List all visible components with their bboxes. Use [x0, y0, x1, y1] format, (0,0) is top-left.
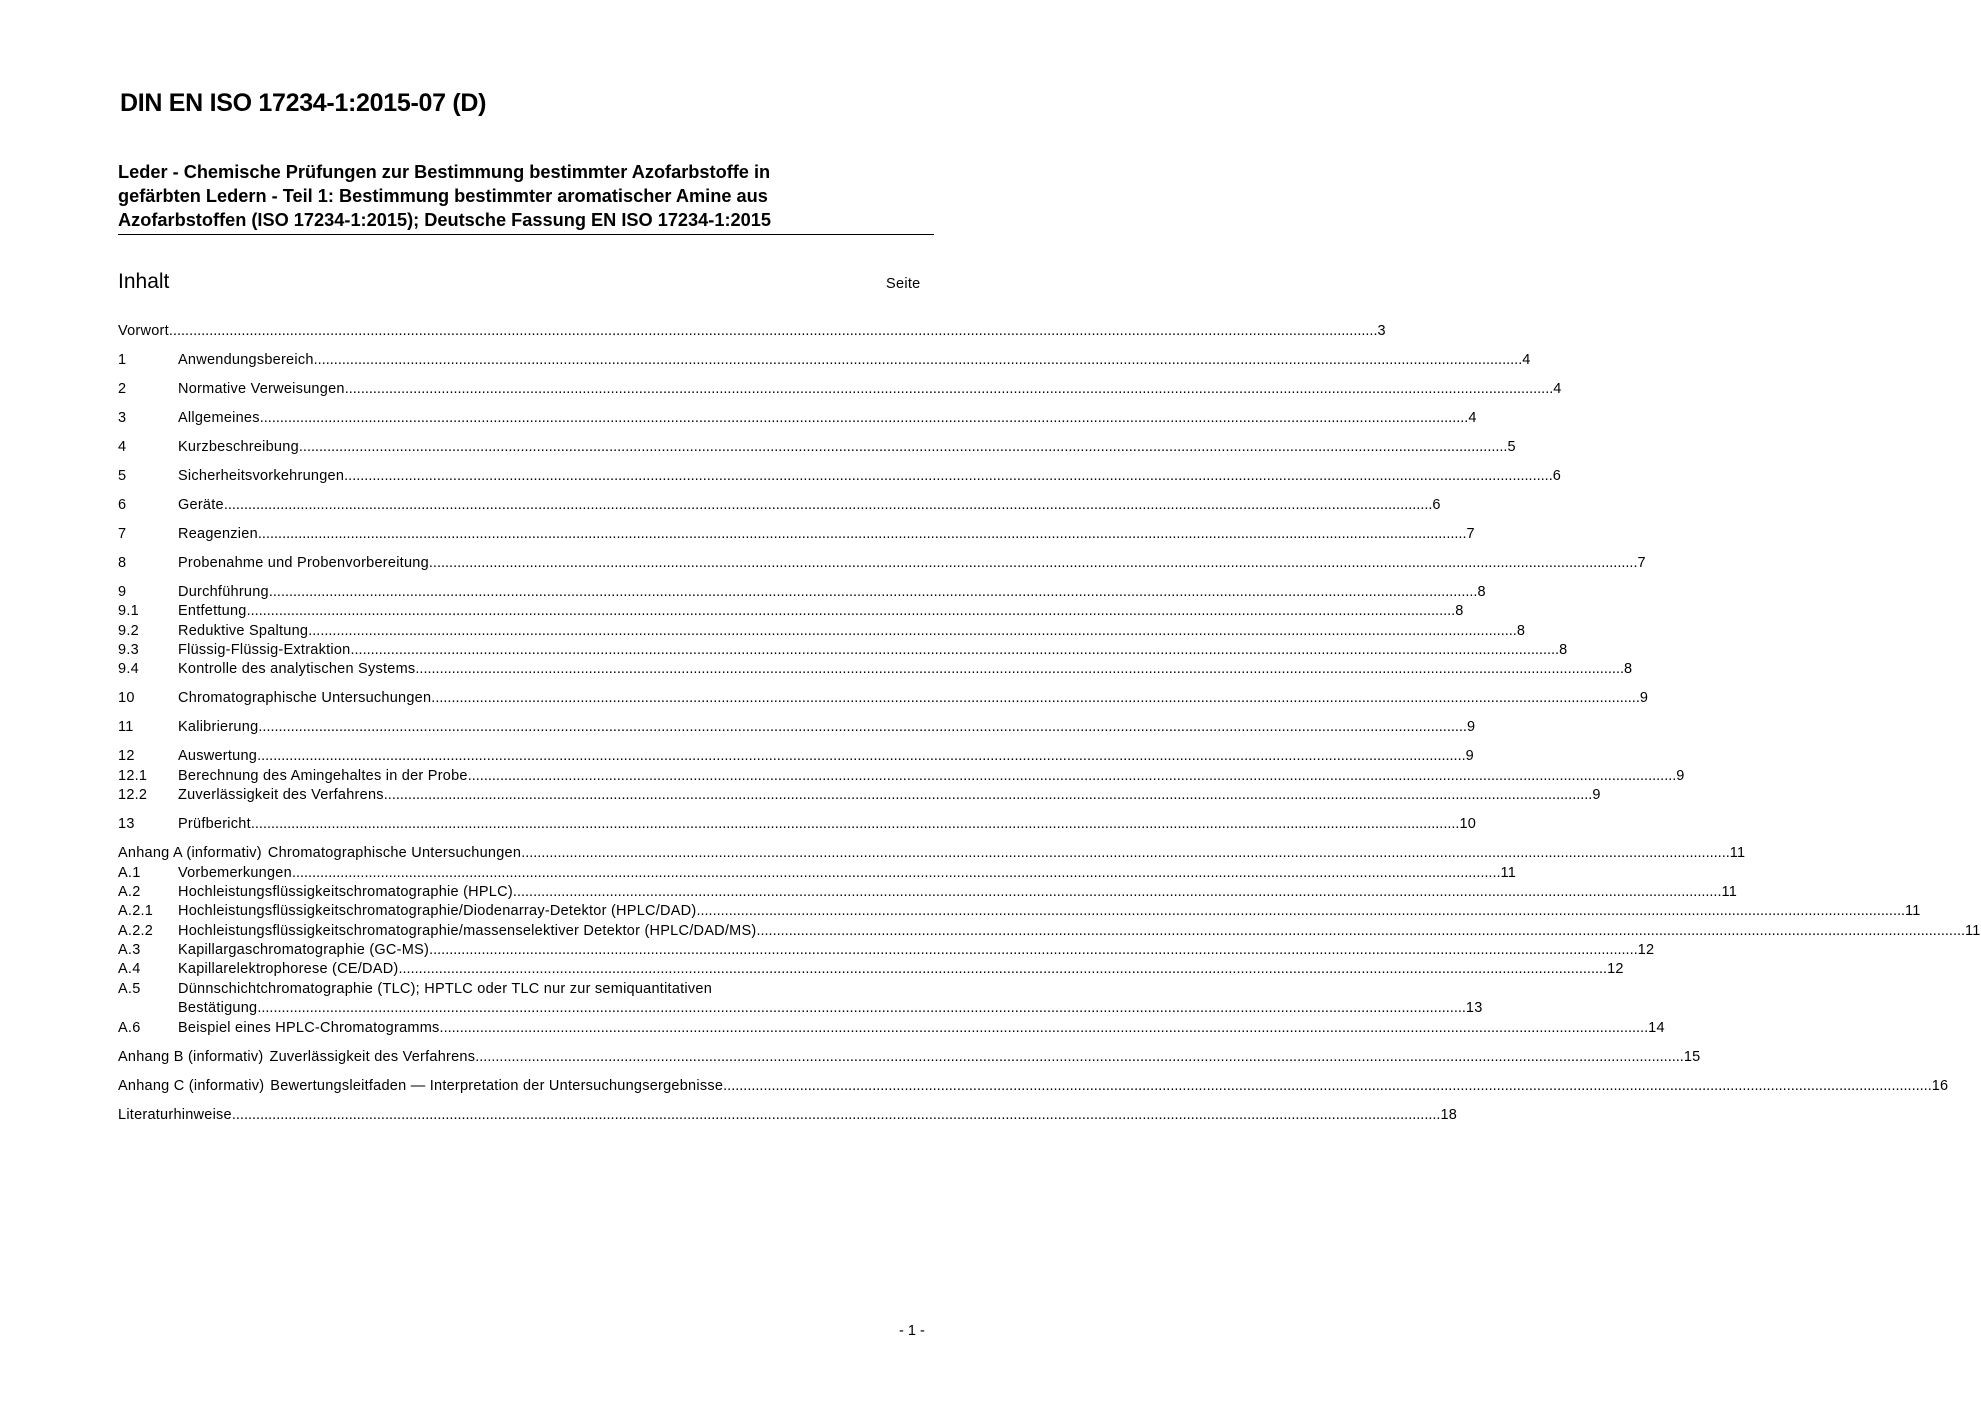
toc-page-number: 12: [1637, 942, 1655, 959]
toc-entry[interactable]: [118, 815, 1477, 834]
toc-page-column-label: Seite: [886, 276, 921, 292]
toc-entry-title: Prüfbericht: [178, 816, 251, 833]
toc-entry-title: Dünnschichtchromatographie (TLC); HPTLC oder TLC nur zur semiquantitativen: [178, 980, 713, 997]
toc-dot-leader: ............................................................................................................................................................................................................................................................................................................: [291, 864, 1501, 881]
toc-dot-leader: ............................................................................................................................................................................................................................................................................................................: [696, 903, 1906, 920]
toc-dot-leader: ............................................................................................................................................................................................................................................................................................................: [415, 661, 1624, 678]
toc-annex-label: Anhang B (informativ): [118, 1048, 264, 1065]
toc-dot-leader: ............................................................................................................................................................................................................................................................................................................: [344, 380, 1554, 397]
toc-entry-number: 11: [118, 719, 134, 736]
toc-entry-title: Vorwort: [118, 323, 169, 339]
toc-entry-title: Normative Verweisungen: [178, 380, 345, 397]
toc-entry-title: Hochleistungsflüssigkeitschromatographie (HPLC): [178, 883, 513, 900]
toc-entry[interactable]: [118, 718, 1476, 737]
table-of-contents: [118, 322, 1981, 1125]
toc-entry[interactable]: [118, 1077, 1949, 1096]
toc-entry-number: 3: [118, 409, 127, 426]
toc-entry-number: 12: [118, 748, 135, 765]
toc-page-number: 13: [1465, 1000, 1483, 1017]
toc-page-number: 7: [1637, 554, 1646, 571]
toc-entry-title: Hochleistungsflüssigkeitschromatographie/Diodenarray-Detektor (HPLC/DAD): [178, 903, 697, 920]
toc-entry[interactable]: [118, 689, 1649, 708]
document-title: DIN EN ISO 17234-1:2015-07 (D): [120, 89, 487, 117]
toc-entry-title: Reagenzien: [178, 525, 258, 542]
toc-entry-title: Sicherheitsvorkehrungen: [178, 467, 345, 484]
toc-heading: Inhalt: [118, 270, 170, 293]
toc-entry[interactable]: [118, 902, 1921, 921]
toc-entry-title: Durchführung: [178, 583, 269, 600]
toc-dot-leader: ............................................................................................................................................................................................................................................................................................................: [257, 525, 1467, 542]
toc-entry-title: Bewertungsleitfaden — Interpretation der Untersuchungsergebnisse: [270, 1077, 724, 1094]
toc-entry-number: 5: [118, 467, 127, 484]
page-number: - 1 -: [899, 1323, 925, 1339]
toc-entry-number: 4: [118, 438, 127, 455]
toc-dot-leader: ............................................................................................................................................................................................................................................................................................................: [383, 787, 1593, 804]
toc-page-number: 9: [1592, 787, 1601, 804]
toc-entry[interactable]: [118, 767, 1685, 786]
toc-page-number: 11: [1965, 922, 1981, 939]
toc-entry-title: Kapillargaschromatographie (GC-MS): [178, 942, 430, 959]
toc-entry-title: Kontrolle des analytischen Systems: [178, 661, 416, 678]
toc-entry[interactable]: [118, 922, 1981, 941]
toc-entry-title: Zuverlässigkeit des Verfahrens: [178, 787, 384, 804]
toc-entry-title: Berechnung des Amingehaltes in der Probe: [178, 767, 468, 784]
toc-entry-title: Vorbemerkungen: [178, 864, 292, 881]
toc-dot-leader: ............................................................................................................................................................................................................................................................................................................: [308, 622, 1517, 639]
toc-entry[interactable]: [118, 999, 1483, 1018]
toc-entry-title: Allgemeines: [178, 409, 260, 426]
toc-entry-number: 9.1: [118, 603, 139, 620]
subtitle-line: gefärbten Ledern - Teil 1: Bestimmung bestimmter aromatischer Amine aus: [118, 186, 768, 206]
toc-page-number: 9: [1465, 748, 1474, 765]
toc-dot-leader: ............................................................................................................................................................................................................................................................................................................: [246, 603, 1456, 620]
toc-dot-leader: ............................................................................................................................................................................................................................................................................................................: [429, 942, 1638, 959]
toc-entry[interactable]: [118, 1106, 1458, 1125]
toc-entry-title: Flüssig-Flüssig-Extraktion: [178, 642, 351, 659]
toc-entry-number: 7: [118, 525, 127, 542]
toc-entry[interactable]: [118, 883, 1738, 902]
toc-dot-leader: ............................................................................................................................................................................................................................................................................................................: [250, 816, 1460, 833]
toc-entry-title: Beispiel eines HPLC-Chromatogramms: [178, 1019, 440, 1036]
toc-entry-number: A.2.2: [118, 922, 154, 939]
toc-page-number: 6: [1432, 496, 1441, 513]
toc-entry-title: Kalibrierung: [178, 719, 259, 736]
toc-entry-title: Auswertung: [178, 748, 258, 765]
toc-entry[interactable]: [118, 496, 1441, 515]
toc-entry[interactable]: [118, 438, 1516, 457]
toc-entry[interactable]: [118, 602, 1464, 621]
toc-dot-leader: ............................................................................................................................................................................................................................................................................................................: [439, 1019, 1649, 1036]
toc-entry[interactable]: [118, 980, 932, 999]
toc-page-number: 6: [1552, 467, 1562, 484]
toc-entry-number: 12.2: [118, 787, 148, 804]
toc-page-number: 16: [1931, 1077, 1949, 1094]
toc-entry[interactable]: [118, 322, 1386, 341]
toc-page-number: 8: [1455, 603, 1464, 620]
toc-entry[interactable]: [118, 864, 1517, 883]
toc-dot-leader: ............................................................................................................................................................................................................................................................................................................: [344, 467, 1553, 484]
toc-dot-leader: ............................................................................................................................................................................................................................................................................................................: [512, 883, 1722, 900]
toc-page-number: 4: [1553, 380, 1562, 397]
toc-page-number: 8: [1559, 642, 1568, 659]
toc-entry-number: 12.1: [118, 767, 148, 784]
toc-page-number: 8: [1477, 583, 1486, 600]
toc-page-number: 11: [1729, 845, 1746, 862]
toc-dot-leader: ............................................................................................................................................................................................................................................................................................................: [298, 438, 1508, 455]
toc-entry[interactable]: [118, 747, 1474, 766]
toc-dot-leader: ............................................................................................................................................................................................................................................................................................................: [268, 583, 1478, 600]
toc-dot-leader: ............................................................................................................................................................................................................................................................................................................: [257, 1000, 1466, 1017]
toc-entry[interactable]: [118, 583, 1486, 602]
toc-entry-number: 9.2: [118, 622, 139, 639]
toc-page-number: 8: [1623, 661, 1633, 678]
toc-entry[interactable]: [118, 1048, 1701, 1067]
toc-entry-number: A.2.1: [118, 903, 154, 920]
toc-entry-number: 13: [118, 816, 135, 833]
toc-dot-leader: ............................................................................................................................................................................................................................................................................................................: [168, 323, 1378, 339]
toc-entry-number: 2: [118, 380, 127, 397]
toc-annex-label: Anhang A (informativ): [118, 845, 262, 862]
toc-page-number: 9: [1639, 690, 1649, 707]
toc-page-number: 12: [1607, 961, 1624, 978]
toc-entry-number: 6: [118, 496, 127, 513]
toc-dot-leader: ............................................................................................................................................................................................................................................................................................................: [257, 748, 1466, 765]
toc-entry[interactable]: [118, 844, 1746, 863]
toc-entry[interactable]: [118, 622, 1526, 641]
subtitle-line: Azofarbstoffen (ISO 17234-1:2015); Deutsche Fassung EN ISO 17234-1:2015: [118, 210, 771, 230]
toc-entry-number: 9: [118, 583, 127, 600]
subtitle-line: Leder - Chemische Prüfungen zur Bestimmung bestimmter Azofarbstoffe in: [118, 162, 771, 182]
toc-page-number: 5: [1507, 438, 1516, 455]
toc-entry-title: Hochleistungsflüssigkeitschromatographie/massenselektiver Detektor (HPLC/DAD/MS): [178, 922, 757, 939]
toc-entry-number: A.4: [118, 961, 141, 978]
toc-dot-leader: ............................................................................................................................................................................................................................................................................................................: [467, 767, 1677, 784]
toc-entry[interactable]: [118, 351, 1531, 370]
toc-entry-title: Chromatographische Untersuchungen: [267, 845, 522, 862]
toc-entry-number: A.2: [118, 883, 141, 900]
toc-page-number: 14: [1648, 1019, 1665, 1036]
toc-entry-number: 1: [118, 351, 127, 368]
toc-entry[interactable]: [118, 554, 1646, 573]
toc-dot-leader: ............................................................................................................................................................................................................................................................................................................: [313, 351, 1523, 368]
toc-dot-leader: ............................................................................................................................................................................................................................................................................................................: [350, 642, 1560, 659]
toc-entry-title: Kapillarelektrophorese (CE/DAD): [178, 961, 399, 978]
toc-entry-number: A.6: [118, 1019, 141, 1036]
toc-entry[interactable]: [118, 1019, 1665, 1038]
toc-dot-leader: ............................................................................................................................................................................................................................................................................................................: [521, 845, 1730, 862]
toc-page-number: 7: [1466, 525, 1475, 542]
toc-dot-leader: ............................................................................................................................................................................................................................................................................................................: [428, 554, 1638, 571]
toc-page-number: 4: [1468, 409, 1477, 426]
toc-entry[interactable]: [118, 380, 1562, 399]
document-subtitle: [118, 160, 934, 235]
toc-entry-number: 9.4: [118, 661, 139, 678]
toc-dot-leader: ............................................................................................................................................................................................................................................................................................................: [723, 1077, 1932, 1094]
toc-entry[interactable]: [118, 960, 1624, 979]
toc-page-number: 11: [1500, 864, 1517, 881]
toc-entry-number: A.1: [118, 864, 141, 881]
toc-dot-leader: ............................................................................................................................................................................................................................................................................................................: [431, 690, 1640, 707]
toc-dot-leader: ............................................................................................................................................................................................................................................................................................................: [231, 1106, 1441, 1123]
toc-entry-title: Kurzbeschreibung: [178, 438, 299, 455]
toc-dot-leader: ............................................................................................................................................................................................................................................................................................................: [398, 961, 1608, 978]
toc-dot-leader: ............................................................................................................................................................................................................................................................................................................: [258, 719, 1467, 736]
toc-entry-number: 9.3: [118, 642, 139, 659]
toc-page-number: 11: [1721, 883, 1738, 900]
toc-page-number: 4: [1522, 351, 1531, 368]
toc-entry-title: Chromatographische Untersuchungen: [178, 690, 432, 707]
toc-entry[interactable]: [118, 641, 1568, 660]
toc-entry[interactable]: [118, 941, 1655, 960]
toc-page-number: 15: [1683, 1048, 1701, 1065]
toc-dot-leader: ............................................................................................................................................................................................................................................................................................................: [223, 496, 1433, 513]
toc-entry[interactable]: [118, 467, 1562, 486]
toc-entry-title: Bestätigung: [178, 1000, 258, 1017]
toc-entry[interactable]: [118, 525, 1475, 544]
toc-dot-leader: ............................................................................................................................................................................................................................................................................................................: [756, 922, 1966, 939]
toc-entry-number: A.3: [118, 942, 141, 959]
toc-page-number: 8: [1516, 622, 1526, 639]
toc-entry-number: 10: [118, 690, 135, 707]
toc-entry-title: Probenahme und Probenvorbereitung: [178, 554, 429, 571]
toc-dot-leader: ............................................................................................................................................................................................................................................................................................................: [259, 409, 1469, 426]
toc-entry[interactable]: [118, 409, 1477, 428]
toc-entry-title: Zuverlässigkeit des Verfahrens: [269, 1048, 476, 1065]
toc-entry-title: Entfettung: [178, 603, 247, 620]
toc-entry-title: Reduktive Spaltung: [178, 622, 309, 639]
toc-page-number: 9: [1676, 767, 1685, 784]
toc-entry-title: Anwendungsbereich: [178, 351, 314, 368]
toc-annex-label: Anhang C (informativ): [118, 1077, 265, 1094]
toc-page-number: 11: [1905, 903, 1921, 920]
toc-entry-title: Geräte: [178, 496, 224, 513]
toc-dot-leader: ............................................................................................................................................................................................................................................................................................................: [475, 1048, 1684, 1065]
toc-page-number: 3: [1377, 323, 1386, 339]
toc-entry[interactable]: [118, 786, 1601, 805]
toc-entry-number: 8: [118, 554, 127, 571]
toc-page-number: 10: [1459, 816, 1477, 833]
toc-entry-number: A.5: [118, 980, 141, 997]
toc-entry[interactable]: [118, 660, 1633, 679]
toc-page-number: 9: [1466, 719, 1476, 736]
toc-page-number: 18: [1440, 1106, 1458, 1123]
toc-entry-title: Literaturhinweise: [118, 1106, 232, 1123]
